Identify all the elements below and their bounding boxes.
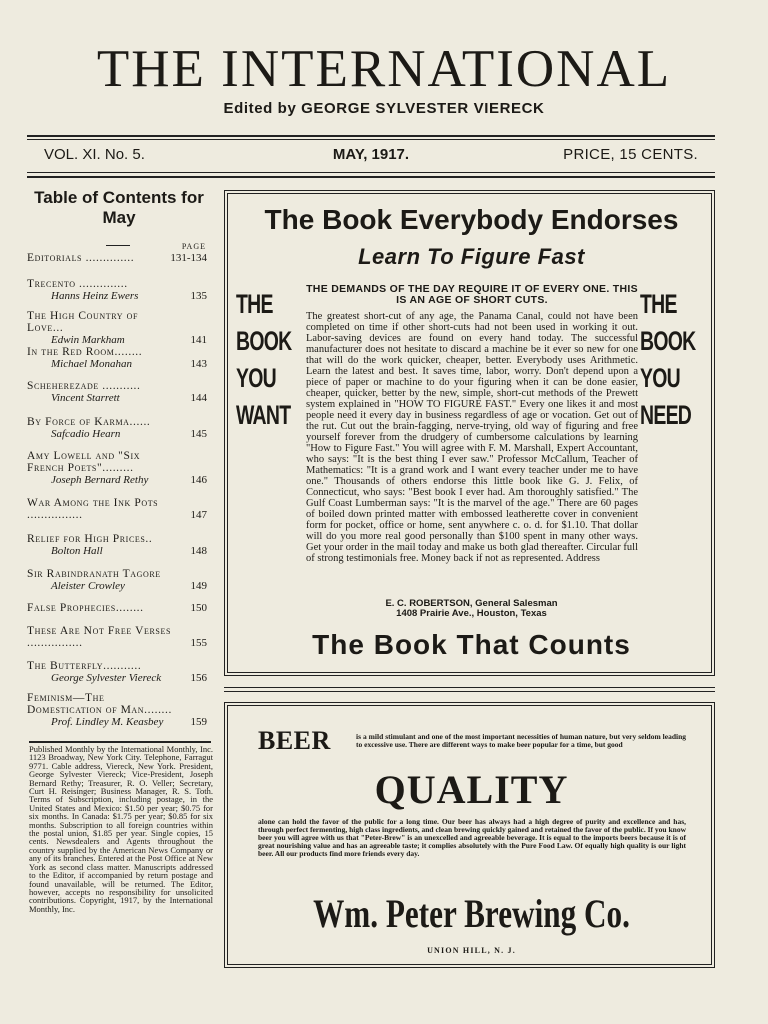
- toc-entry-page: 131-134: [170, 252, 207, 264]
- toc-entry-title: By Force of Karma......: [27, 416, 151, 428]
- book-ad-right-slogan: [640, 286, 695, 434]
- section-rule: [224, 691, 715, 692]
- editor-line: Edited by GEORGE SYLVESTER VIERECK: [223, 100, 545, 117]
- toc-entry: [27, 625, 211, 649]
- masthead-title: THE INTERNATIONAL: [96, 40, 672, 98]
- toc-entry: [27, 278, 211, 302]
- book-ad-headline: The Book Everybody Endorses: [264, 204, 679, 235]
- header-rule-bottom-thin: [27, 172, 715, 173]
- book-ad-subhead: Learn To Figure Fast: [358, 244, 585, 269]
- toc-entry-page: 145: [190, 428, 207, 440]
- toc-entry-title: Relief for High Prices..: [27, 533, 153, 545]
- toc-entry-page: 156: [190, 672, 207, 684]
- toc-entry-title: Amy Lowell and "Six French Poets".........: [27, 450, 141, 474]
- toc-entry-author: Safcadio Hearn: [51, 428, 121, 440]
- beer-ad-company: Wm. Peter Brewing Co.: [313, 891, 630, 936]
- toc-entry-title: Trecento ..............: [27, 278, 128, 290]
- beer-ad-frame: [227, 705, 712, 965]
- toc-entry-title: Scheherezade ...........: [27, 380, 141, 392]
- header-rule-bottom: [27, 176, 715, 178]
- toc-entry: [27, 380, 211, 404]
- toc-page-label: PAGE: [181, 242, 206, 251]
- toc-entry-page: 155: [190, 637, 207, 649]
- toc-entry-page: 159: [190, 716, 207, 728]
- toc-entry: [27, 568, 211, 592]
- header-rule-top: [27, 135, 715, 137]
- section-rule: [224, 687, 715, 688]
- toc-entry: [27, 450, 211, 486]
- publication-info: Published Monthly by the International Monthly, Inc. 1123 Broadway, New York City. Telephone, Farragut 9771. Cable address, Viereck, New York. President, George Sylvester Viereck; Vice-President, Joseph Bernard Rethy; Treasurer, R. O. Veller; Secretary, Curt H. Reisinger; Business Manager, R. S. Toth. Terms of Subscription, including postage, in the United States and Mexico: $1.50 per year; $0.75 for six months. In Canada: $1.75 per year; $0.85 for six months. Subscription to all foreign countries within the postal union, $1.85 per year. Single copies, 15 cents. Newsdealers and Agents throughout the country supplied by the American News Company or any of its branches. Entered at the Post Office at New York as second class matter. Manuscripts addressed to the Editor, if accompanied by return postage and found unavailable, will be returned. The Editor, however, accepts no responsibility for unsolicited contributions. Copyright, 1917, by the International Monthly, Inc.: [29, 744, 213, 914]
- toc-heading: Table of Contents for May: [34, 188, 204, 227]
- book-ad-frame: [227, 193, 712, 673]
- header-rule-top-thin: [27, 139, 715, 140]
- toc-entry: [27, 252, 211, 264]
- toc-entry-title: Feminism—The Domestication of Man........: [27, 692, 172, 716]
- volume-number: VOL. XI. No. 5.: [44, 146, 145, 163]
- left-slogan-word: YOU: [236, 363, 276, 393]
- issue-date: MAY, 1917.: [332, 146, 410, 163]
- toc-entry-author: Bolton Hall: [51, 545, 103, 557]
- issue-price: PRICE, 15 CENTS.: [563, 146, 698, 163]
- toc-entry-page: 146: [190, 474, 207, 486]
- beer-ad-body: alone can hold the favor of the public for a long time. Our beer has always had a high degree of purity and excellence and has, through perfect fermenting, high class ingredients, and clean brewing quickly gained and retained the favor of the public. If you know beer you will agree with us that "Peter-Brew" is an unexcelled and agreeable beverage. It is equal to the imports beers because it is of great nourishing value and has an agreeable taste; it complies absolutely with the Pure Food Law. Of equally high quality is our light beer. All our products find more friends every day.: [258, 817, 686, 858]
- issue-line: [27, 146, 715, 168]
- toc-entry-page: 144: [190, 392, 207, 404]
- right-slogan-word: THE: [640, 289, 677, 319]
- right-slogan-word: BOOK: [640, 326, 696, 356]
- toc-entry-title: War Among the Ink Pots ................: [27, 497, 159, 521]
- publication-rule: [29, 741, 211, 743]
- toc-entry-page: 141: [190, 334, 207, 346]
- book-ad-signature: [228, 599, 715, 619]
- toc-entry-author: Edwin Markham: [51, 334, 125, 346]
- toc-entry-page: 135: [190, 290, 207, 302]
- toc-entry-author: Prof. Lindley M. Keasbey: [51, 716, 164, 728]
- beer-advertisement: [224, 702, 715, 968]
- toc-entry-title: False Prophecies........: [27, 602, 144, 614]
- toc-entry: [27, 692, 211, 728]
- book-advertisement: [224, 190, 715, 676]
- left-slogan-word: THE: [236, 289, 273, 319]
- toc-entry-author: Michael Monahan: [51, 358, 132, 370]
- beer-ad-quality: QUALITY: [374, 767, 569, 812]
- left-slogan-word: WANT: [236, 400, 291, 430]
- toc-entry-page: 150: [190, 602, 207, 614]
- toc-entry: [27, 346, 211, 370]
- book-ad-footer: The Book That Counts: [312, 629, 631, 660]
- toc-entry-author: George Sylvester Viereck: [51, 672, 162, 684]
- toc-entry-author: Joseph Bernard Rethy: [51, 474, 149, 486]
- toc-entry-title: These Are Not Free Verses ................: [27, 625, 171, 649]
- beer-ad-word: BEER: [258, 726, 331, 755]
- toc-entry: [27, 310, 211, 346]
- toc-entry-title: Sir Rabindranath Tagore: [27, 568, 161, 580]
- book-ad-demand: THE DEMANDS OF THE DAY REQUIRE IT OF EVERY ONE. THIS IS AN AGE OF SHORT CUTS.: [306, 283, 638, 306]
- toc-entry: [27, 416, 211, 440]
- toc-entry-page: 143: [190, 358, 207, 370]
- toc-entry-page: 148: [190, 545, 207, 557]
- book-ad-body: The greatest short-cut of any age, the Panama Canal, could not have been completed on time if other short-cuts had not been used in working it out. Labor-saving devices are found on every hand today. The successful manufacturer does not hesitate to discard a machine be it ever so new for one that will do the work quicker, cheaper, better. Everybody uses Arithmetic. Learn the latest and best. It saves time, labor, worry. Don't depend upon a piece of paper or machine to do your figuring when it can be done easier, cheaper, quicker, better by the new, simple, short-cut methods of the Prewett system explained in "HOW TO FIGURE FAST." Every one likes it and most people need it every day in business regardless of age or vocation. Get out of the rut. Cut out the brain-fagging, nerve-trying, old way of figuring and free yourself forever from the drudgery of cumbersome calculations by learning "How to Figure Fast." You will agree with F. M. Marshall, Expert Accountant, who says: "It is the best thing I ever saw." Professor McCallum, Teacher of Mathematics: "It is a grand work and I want every teacher under me to have one." Thousands of others endorse this little book like G. J. Felix, of Connecticut, who says: "Best book I ever had. Am thoroughly satisfied." The Gulf Coast Lumberman says: "It is the marvel of the age." There are 60 pages of boiled down printed matter with embossed leatherette cover in convenient form for pocket, office or home, sent anywhere c. o. d. for $1.10. That dollar will do you more real good personally than $100 spent in many other ways. Get your order in the mail today and make us both glad thereafter. Circular full of strong testimonials free. Money back if not as represented. Address: [306, 311, 638, 564]
- toc-entry: [27, 533, 211, 557]
- toc-entry-author: Vincent Starrett: [51, 392, 120, 404]
- toc-entry-title: The Butterfly...........: [27, 660, 142, 672]
- right-slogan-word: YOU: [640, 363, 680, 393]
- toc-entry-title: Editorials ..............: [27, 252, 135, 264]
- toc-entry: [27, 602, 211, 614]
- toc-entry-page: 149: [190, 580, 207, 592]
- left-slogan-word: BOOK: [236, 326, 292, 356]
- beer-ad-intro: is a mild stimulant and one of the most important necessities of human nature, but very seldom leading to excessive use. There are different ways to make beer popular for a time, but good: [356, 732, 686, 749]
- toc-entry-title: In the Red Room........: [27, 346, 143, 358]
- toc-entry-author: Hanns Heinz Ewers: [51, 290, 139, 302]
- book-ad-left-slogan: [236, 286, 291, 434]
- table-of-contents: [27, 188, 211, 251]
- signature-name: E. C. ROBERTSON, General Salesman: [385, 598, 558, 609]
- toc-entry-author: Aleister Crowley: [51, 580, 125, 592]
- beer-ad-location: UNION HILL, N. J.: [427, 946, 516, 955]
- toc-entry: [27, 660, 211, 684]
- right-slogan-word: NEED: [640, 400, 692, 430]
- toc-divider: [106, 245, 130, 246]
- toc-entry: [27, 497, 211, 521]
- signature-address: 1408 Prairie Ave., Houston, Texas: [396, 608, 547, 619]
- toc-entry-title: The High Country of Love...: [27, 310, 139, 334]
- toc-entry-page: 147: [190, 509, 207, 521]
